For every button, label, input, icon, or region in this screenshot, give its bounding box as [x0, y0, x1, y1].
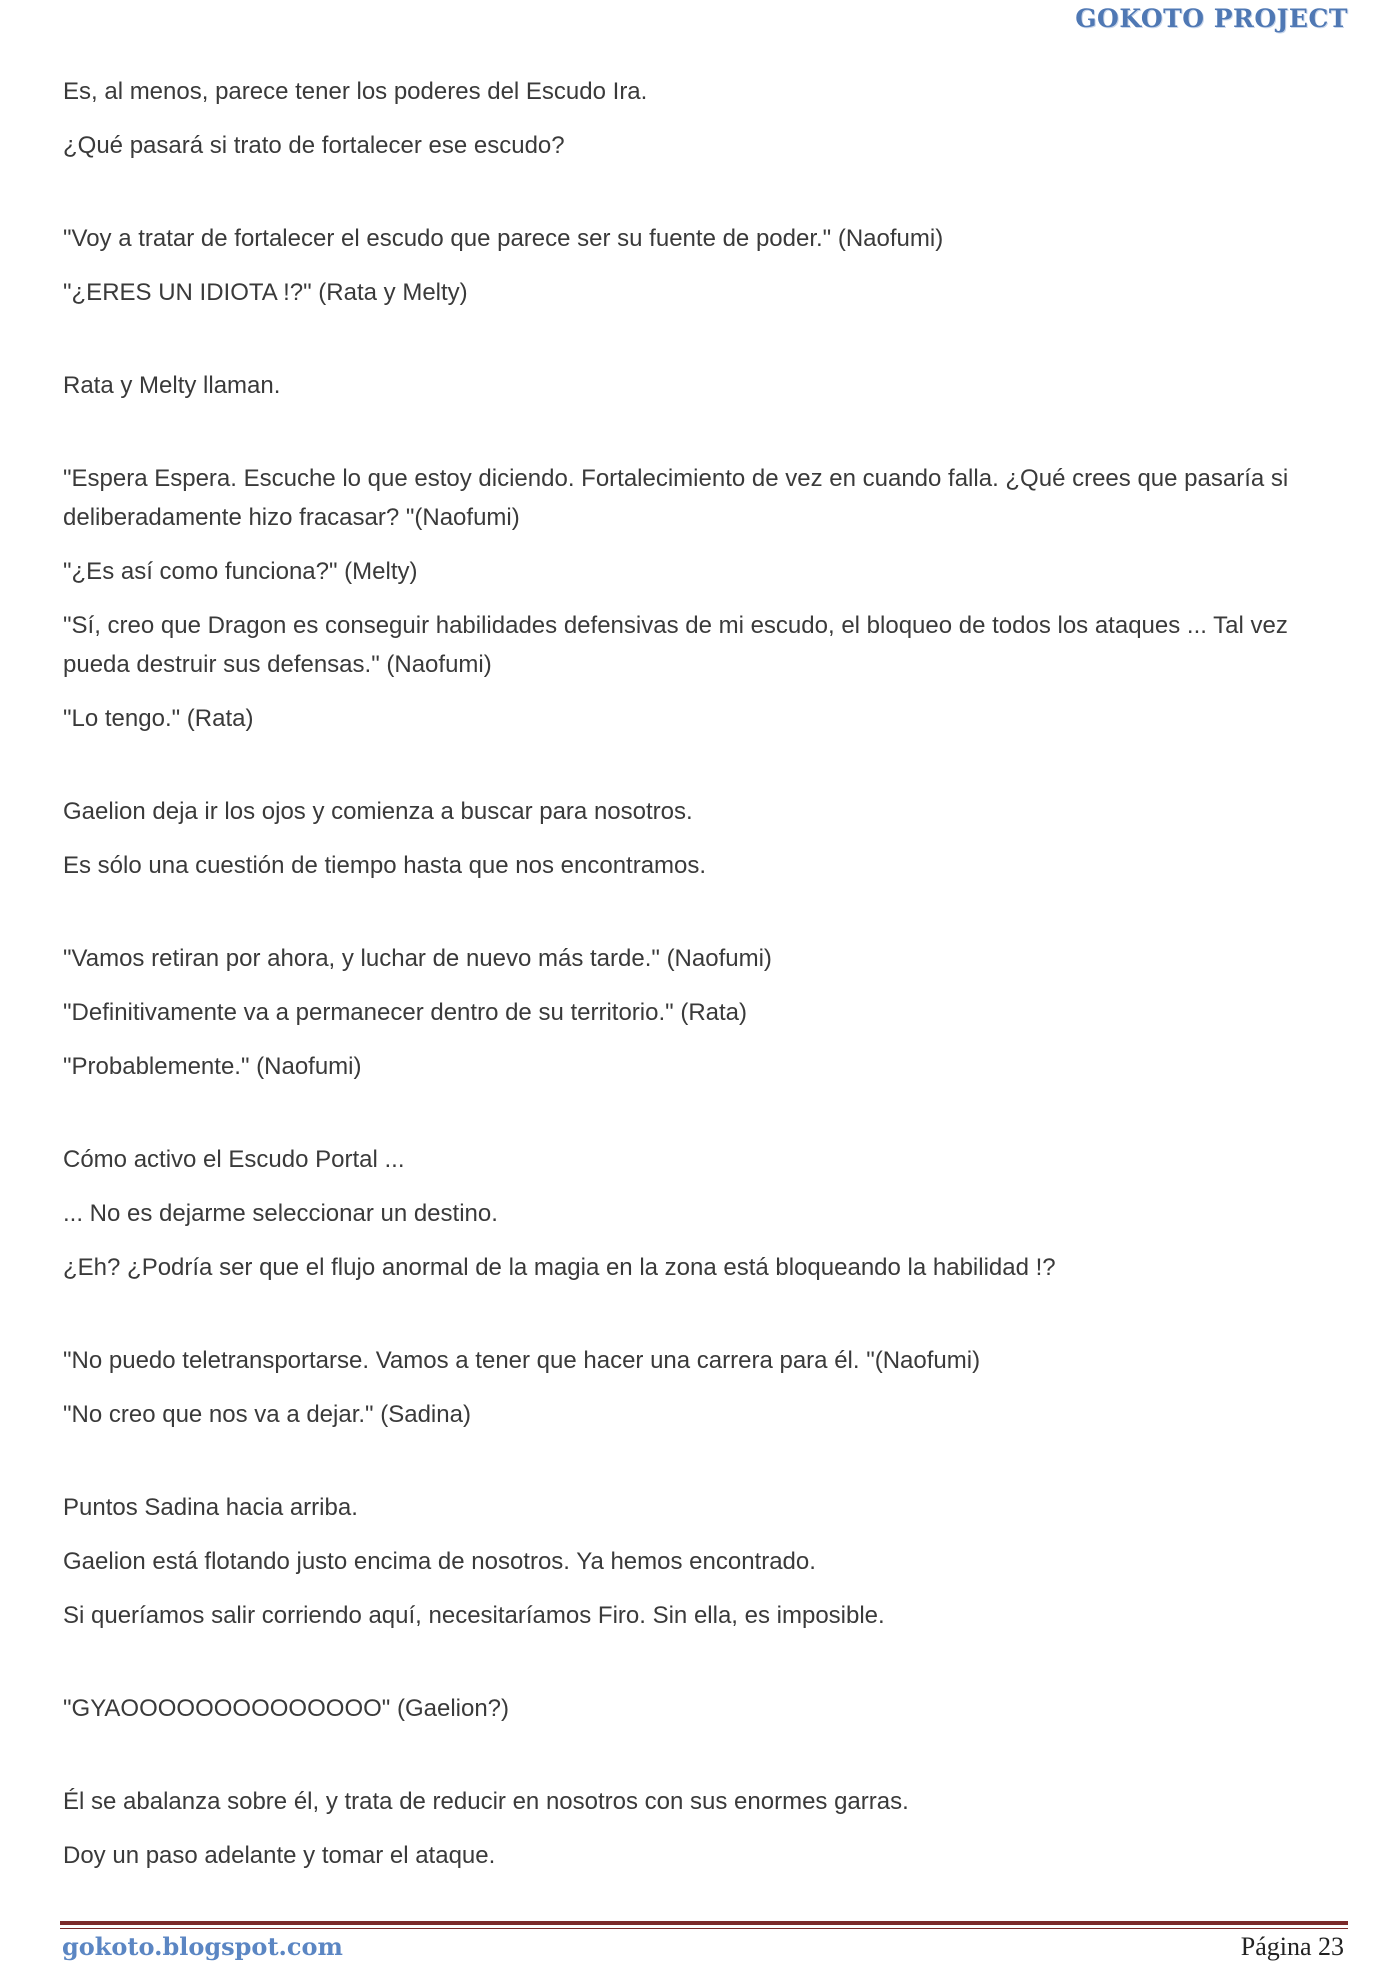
paragraph: "¿ERES UN IDIOTA !?" (Rata y Melty) [63, 279, 468, 306]
paragraph-spacer [63, 885, 1343, 939]
paragraph-spacer [63, 831, 1343, 846]
paragraph-spacer [63, 405, 1343, 459]
paragraph-spacer [63, 1581, 1343, 1596]
paragraph-spacer [63, 1233, 1343, 1248]
paragraph-spacer [63, 738, 1343, 792]
paragraph: "Espera Espera. Escuche lo que estoy diciendo. Fortalecimiento de vez en cuando falla. ¿Qué crees que pasaría si deliberadamente hizo fracasar? "(Naofumi) [63, 465, 1289, 531]
page-number: Página 23 [1240, 1932, 1344, 1961]
footer-site-link[interactable]: gokoto.blogspot.com [62, 1932, 343, 1961]
header-logo: GOKOTO PROJECT [1075, 4, 1348, 33]
paragraph: "Lo tengo." (Rata) [63, 705, 254, 732]
paragraph: Si queríamos salir corriendo aquí, necesitaríamos Firo. Sin ella, es imposible. [63, 1602, 885, 1629]
paragraph-spacer [63, 312, 1343, 366]
paragraph-spacer [63, 1821, 1343, 1836]
paragraph: "No puedo teletransportarse. Vamos a tener que hacer una carrera para él. "(Naofumi) [63, 1347, 981, 1374]
paragraph-spacer [63, 258, 1343, 273]
paragraph: "Definitivamente va a permanecer dentro de su territorio." (Rata) [63, 999, 748, 1026]
paragraph: "Voy a tratar de fortalecer el escudo que parece ser su fuente de poder." (Naofumi) [63, 225, 944, 252]
paragraph: Rata y Melty llaman. [63, 372, 281, 399]
paragraph: Gaelion está flotando justo encima de nosotros. Ya hemos encontrado. [63, 1548, 816, 1575]
paragraph-spacer [63, 684, 1343, 699]
paragraph-spacer [63, 1380, 1343, 1395]
paragraph: Puntos Sadina hacia arriba. [63, 1494, 358, 1521]
paragraph-spacer [63, 1434, 1343, 1488]
paragraph: ... No es dejarme seleccionar un destino. [63, 1200, 498, 1227]
paragraph-spacer [63, 591, 1343, 606]
paragraph-spacer [63, 537, 1343, 552]
footer-divider-thin [60, 1928, 1348, 1929]
paragraph-spacer [63, 165, 1343, 219]
paragraph: Es sólo una cuestión de tiempo hasta que nos encontramos. [63, 852, 707, 879]
paragraph: "Sí, creo que Dragon es conseguir habilidades defensivas de mi escudo, el bloqueo de todos los ataques ... Tal vez pueda destruir sus defensas." (Naofumi) [63, 612, 1288, 678]
paragraph: Doy un paso adelante y tomar el ataque. [63, 1842, 496, 1869]
paragraph: "Probablemente." (Naofumi) [63, 1053, 362, 1080]
paragraph-spacer [63, 1728, 1343, 1782]
paragraph-spacer [63, 1635, 1343, 1689]
paragraph: "Vamos retiran por ahora, y luchar de nuevo más tarde." (Naofumi) [63, 945, 772, 972]
paragraph-spacer [63, 978, 1343, 993]
paragraph: "GYAOOOOOOOOOOOOOO" (Gaelion?) [63, 1695, 510, 1722]
paragraph: "¿Es así como funciona?" (Melty) [63, 558, 418, 585]
paragraph-spacer [63, 1179, 1343, 1194]
paragraph: Gaelion deja ir los ojos y comienza a buscar para nosotros. [63, 798, 693, 825]
footer-divider [60, 1921, 1348, 1925]
paragraph-spacer [63, 1527, 1343, 1542]
paragraph-spacer [63, 1032, 1343, 1047]
paragraph: ¿Qué pasará si trato de fortalecer ese escudo? [63, 132, 565, 159]
paragraph: ¿Eh? ¿Podría ser que el flujo anormal de la magia en la zona está bloqueando la habilidad !? [63, 1254, 1056, 1281]
paragraph-spacer [63, 1086, 1343, 1140]
paragraph-spacer [63, 1287, 1343, 1341]
paragraph: "No creo que nos va a dejar." (Sadina) [63, 1401, 471, 1428]
page-body [63, 72, 1343, 1875]
paragraph-spacer [63, 111, 1343, 126]
paragraph: Es, al menos, parece tener los poderes del Escudo Ira. [63, 78, 648, 105]
paragraph: Él se abalanza sobre él, y trata de reducir en nosotros con sus enormes garras. [63, 1788, 909, 1815]
paragraph: Cómo activo el Escudo Portal ... [63, 1146, 405, 1173]
